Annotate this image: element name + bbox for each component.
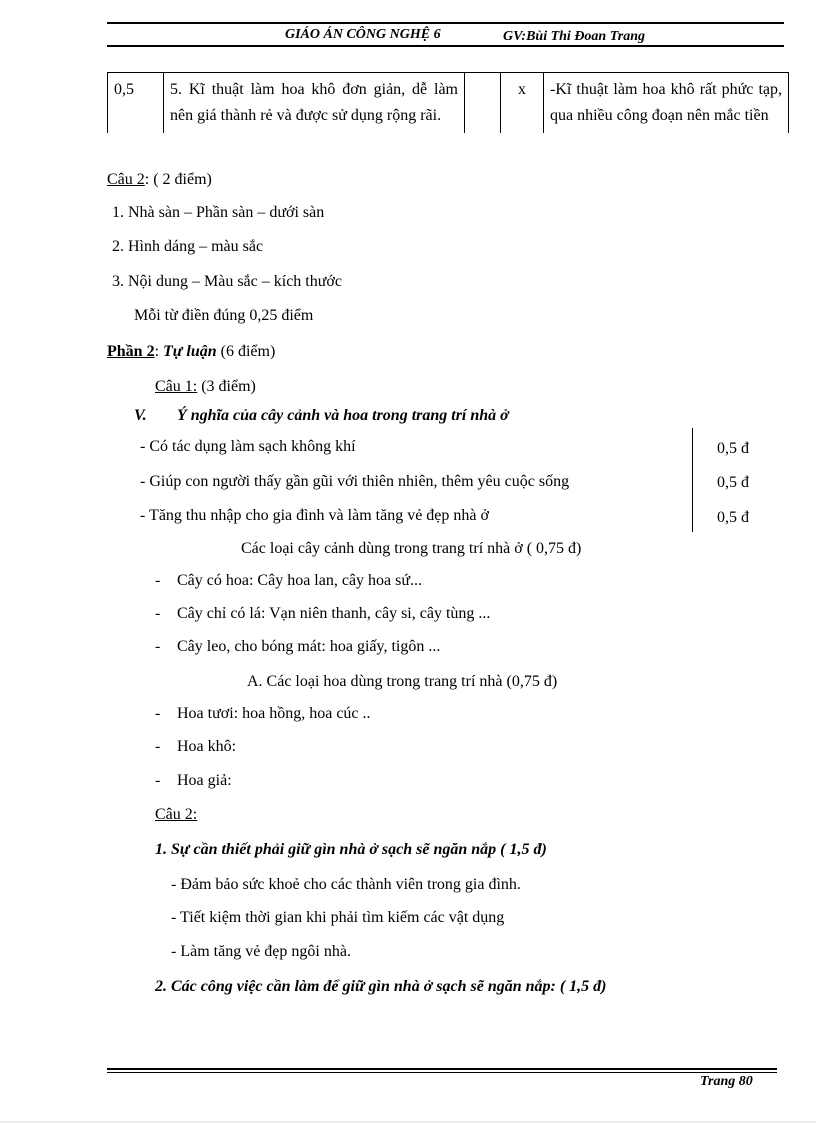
cau2-label: Câu 2	[107, 171, 145, 188]
header-rule-bottom	[107, 45, 784, 47]
plants-title: Các loại cây cảnh dùng trong trang trí nhà ở ( 0,75 đ)	[241, 540, 582, 557]
footer-rule-thin	[107, 1072, 777, 1073]
plant-bullet: -	[155, 638, 161, 655]
false-mark-cell: x	[501, 73, 544, 134]
page-number: Trang 80	[700, 1074, 753, 1089]
score-divider	[692, 428, 693, 532]
list-item: Hoa tươi: hoa hồng, hoa cúc ..	[177, 705, 371, 722]
meaning-item: - Có tác dụng làm sạch không khí	[140, 438, 356, 455]
cau2b-q2: 2. Các công việc cần làm để giữ gìn nhà ở sạch sẽ ngăn nắp: ( 1,5 đ)	[155, 978, 607, 995]
list-item: - Làm tăng vẻ đẹp ngôi nhà.	[171, 943, 351, 960]
section-number: V.	[134, 407, 147, 424]
cau2-points: : ( 2 điểm)	[144, 171, 212, 188]
list-item: Hoa giả:	[177, 772, 232, 789]
cau2b-q1: 1. Sự cần thiết phải giữ gìn nhà ở sạch sẽ ngăn nắp ( 1,5 đ)	[155, 841, 547, 858]
cau1-points: (3 điểm)	[197, 378, 256, 395]
meaning-score: 0,5 đ	[717, 440, 749, 457]
flower-bullet: -	[155, 772, 161, 789]
flowers-title: A. Các loại hoa dùng trong trang trí nhà (0,75 đ)	[247, 673, 558, 690]
list-item: 1. Nhà sàn – Phần sàn – dưới sàn	[112, 204, 325, 221]
phan2-title: Tự luận	[163, 343, 217, 360]
header-teacher: GV:Bùi Thi Đoan Trang	[503, 29, 645, 44]
cau2b-label: Câu 2:	[155, 806, 198, 823]
cau2-note: Mỗi từ điền đúng 0,25 điểm	[134, 307, 314, 324]
phan2-colon: :	[154, 343, 164, 360]
cau1-heading	[155, 378, 256, 396]
list-item: Cây leo, cho bóng mát: hoa giấy, tigôn ...	[177, 638, 441, 655]
meaning-item: - Giúp con người thấy gần gũi với thiên nhiên, thêm yêu cuộc sống	[140, 473, 570, 490]
list-item: Hoa khô:	[177, 738, 237, 755]
phan2-points: (6 điểm)	[216, 343, 276, 360]
list-item: Cây chỉ có lá: Vạn niên thanh, cây si, cây tùng ...	[177, 605, 491, 622]
flower-bullet: -	[155, 705, 161, 722]
flower-bullet: -	[155, 738, 161, 755]
meaning-score: 0,5 đ	[717, 509, 749, 526]
list-item: 2. Hình dáng – màu sắc	[112, 238, 264, 255]
header-title: GIÁO ÁN CÔNG NGHỆ 6	[285, 27, 441, 42]
list-item: 3. Nội dung – Màu sắc – kích thước	[112, 273, 342, 290]
section-title: Ý nghĩa của cây cảnh và hoa trong trang trí nhà ở	[177, 407, 509, 424]
phan2-label: Phần 2	[107, 343, 155, 360]
statement-cell: 5. Kĩ thuật làm hoa khô đơn giản, dễ làm nên giá thành rẻ và được sử dụng rộng rãi.	[164, 73, 465, 134]
meaning-score: 0,5 đ	[717, 474, 749, 491]
list-item: - Tiết kiệm thời gian khi phải tìm kiếm các vật dụng	[171, 909, 505, 926]
plant-bullet: -	[155, 605, 161, 622]
correction-cell: -Kĩ thuật làm hoa khô rất phức tạp, qua nhiều công đoạn nên mắc tiền	[544, 73, 789, 134]
header-rule-top	[107, 22, 784, 24]
cau2-heading	[107, 171, 212, 189]
score-cell: 0,5	[108, 73, 164, 134]
meaning-item: - Tăng thu nhập cho gia đình và làm tăng vẻ đẹp nhà ở	[140, 507, 489, 524]
answer-table	[107, 72, 789, 133]
plant-bullet: -	[155, 572, 161, 589]
footer-rule-thick	[107, 1068, 777, 1070]
true-cell	[465, 73, 501, 134]
table-row	[108, 73, 789, 134]
cau1-label: Câu 1:	[155, 378, 198, 395]
list-item: - Đảm bảo sức khoẻ cho các thành viên trong gia đình.	[171, 876, 521, 893]
list-item: Cây có hoa: Cây hoa lan, cây hoa sứ...	[177, 572, 423, 589]
phan2-heading	[107, 343, 275, 361]
